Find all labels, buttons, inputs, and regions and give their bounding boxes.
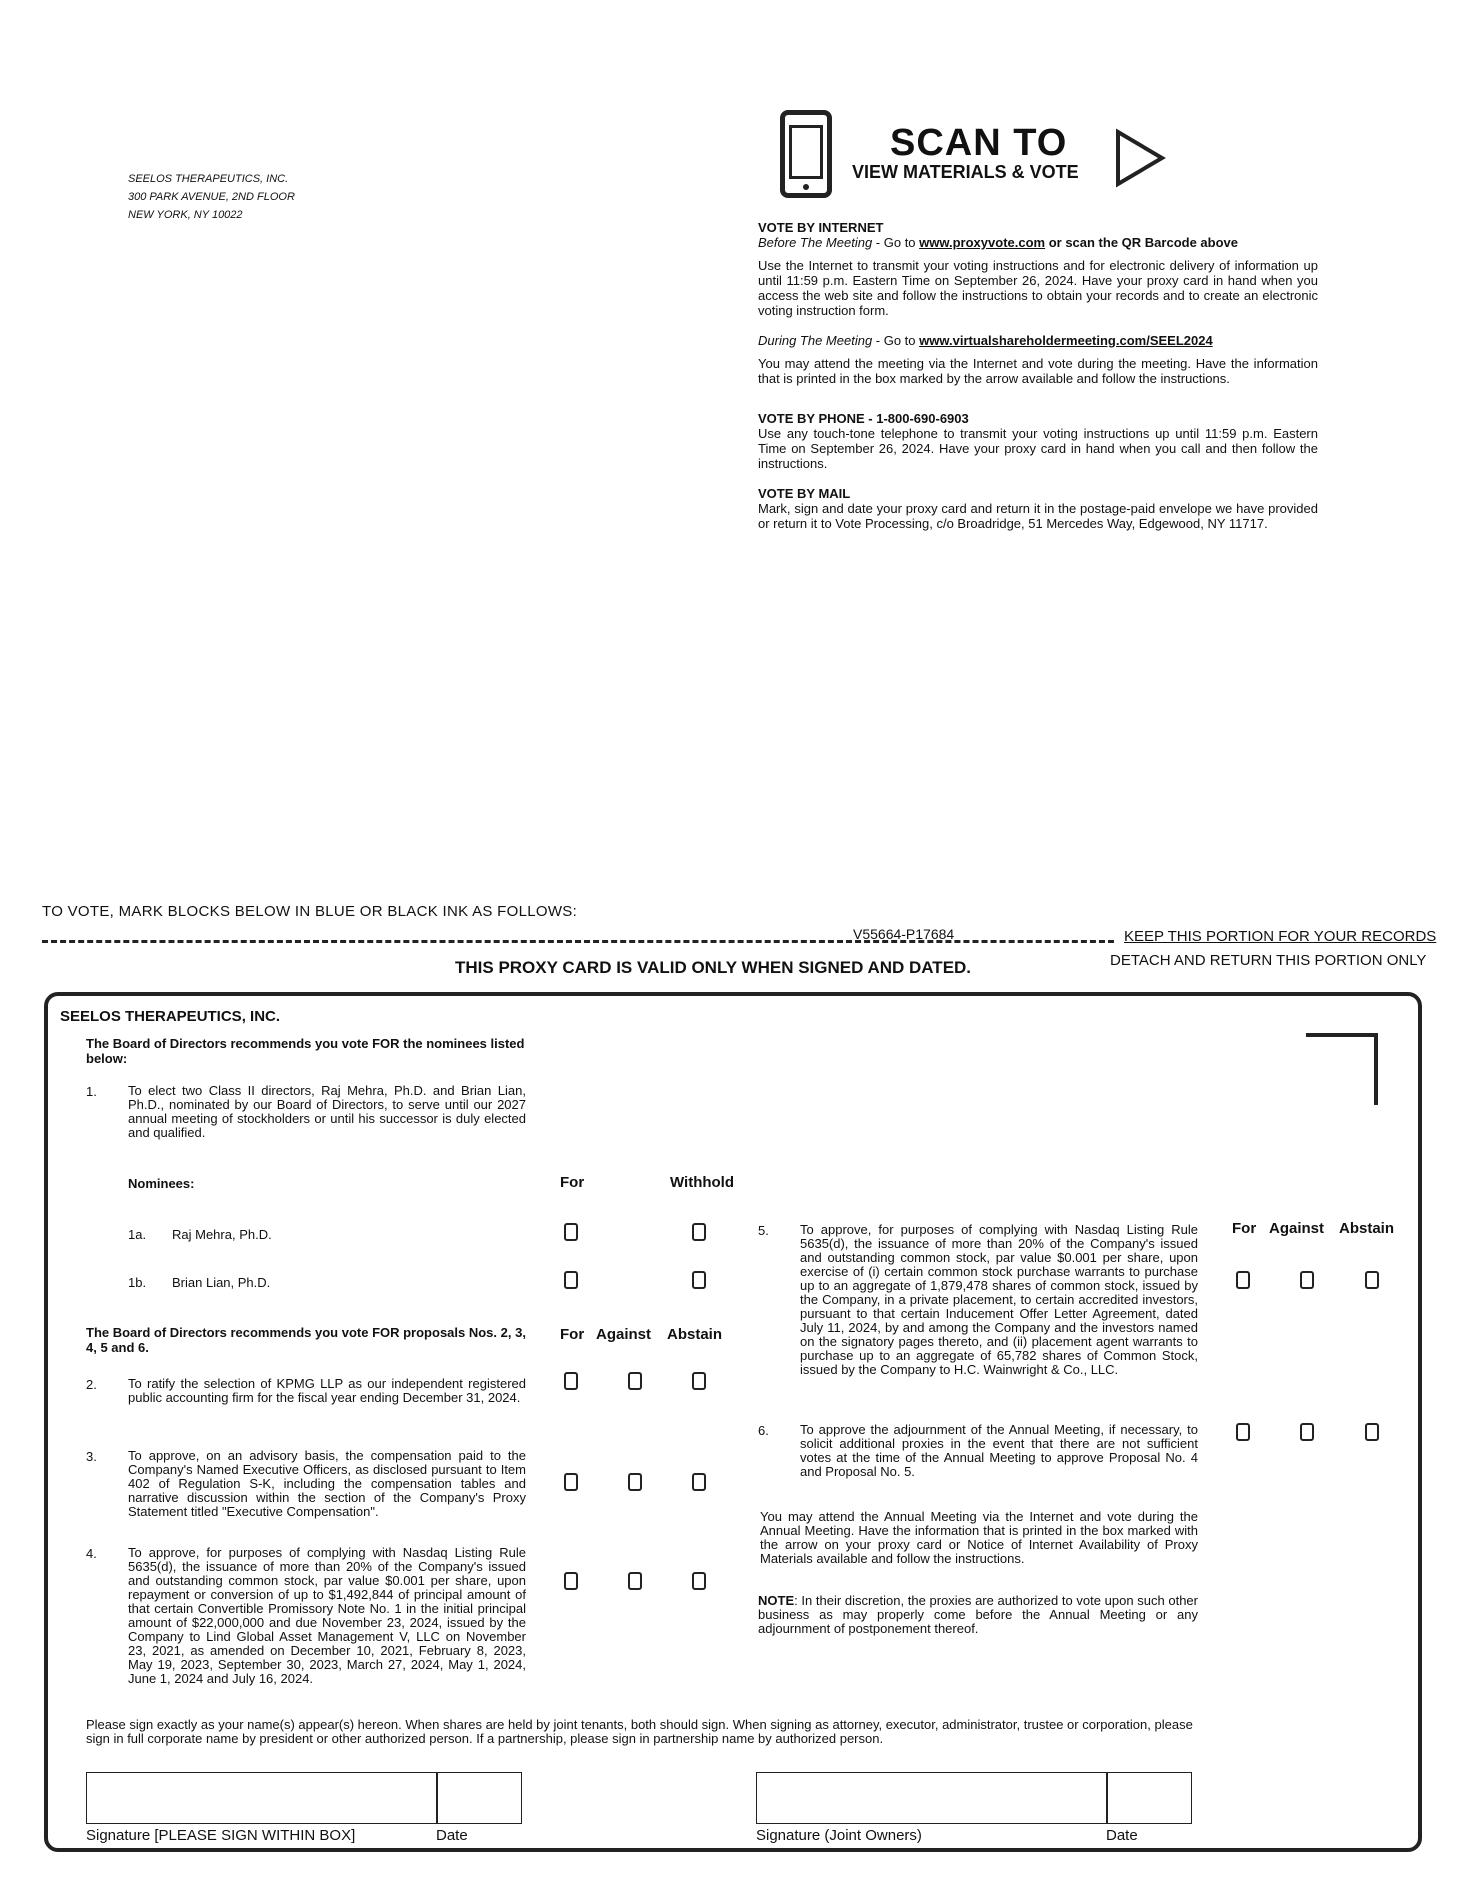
proposal-5-text: To approve, for purposes of complying with Nasdaq Listing Rule 5635(d), the issuance of more than 20% of the Company's issued and outstanding common stock, par value $0.001 per share, upon exercise of (i) certain common stock purchase warrants to purchase up to an aggregate of 1,879,478 shares of common stock, issued by the Company, in a private placement, to certain accredited investors, pursuant to that certain Inducement Offer Letter Agreement, dated July 11, 2024, by and among the Company and the investors named on the signatory pages thereto, and (ii) placement agent warrants to purchase up to an aggregate of 65,782 shares of Common Stock, issued by the Company to H.C. Wainwright & Co., LLC. — [800, 1222, 1198, 1377]
date-label-joint: Date — [1106, 1827, 1138, 1844]
note-text — [758, 1594, 1198, 1636]
keep-portion-text: KEEP THIS PORTION FOR YOUR RECORDS — [1124, 928, 1437, 945]
note-label: NOTE — [758, 1593, 795, 1608]
proposal-5-number: 5. — [758, 1223, 769, 1238]
checkbox-5-for[interactable] — [1236, 1271, 1250, 1289]
vote-internet-heading: VOTE BY INTERNET — [758, 220, 884, 235]
vote-phone-heading: VOTE BY PHONE - 1-800-690-6903 — [758, 411, 969, 426]
proposal-1-text: To elect two Class II directors, Raj Mehra, Ph.D. and Brian Lian, Ph.D., nominated by our Board of Directors, to serve until our 2027 annual meeting of stockholders or until his successor is duly elected and qualified. — [128, 1083, 526, 1140]
col-withhold-header: Withhold — [670, 1174, 735, 1191]
vote-mail-body: Mark, sign and date your proxy card and return it in the postage-paid envelope we have provided or return it to Vote Processing, c/o Broadridge, 51 Mercedes Way, Edgewood, NY 11717. — [758, 501, 1318, 531]
proposal-1-number: 1. — [86, 1084, 97, 1099]
checkbox-5-abstain[interactable] — [1365, 1271, 1379, 1289]
proposal-3-text: To approve, on an advisory basis, the compensation paid to the Company's Named Executive Officers, as disclosed pursuant to Item 402 of Regulation S-K, including the compensation tables and narrative discussion within the section of the Company's Proxy Statement titled "Executive Compensation". — [128, 1448, 526, 1519]
detach-line — [42, 940, 1114, 943]
vote-phone-body: Use any touch-tone telephone to transmit your voting instructions up until 11:59 p.m. Eastern Time on September 26, 2024. Have your proxy card in hand when you call and then follow the instructions. — [758, 426, 1318, 471]
before-meeting-tail: or scan the QR Barcode above — [1045, 235, 1238, 250]
col-against-header-3: Against — [1269, 1220, 1325, 1237]
board-recommendation-2: The Board of Directors recommends you vote FOR proposals Nos. 2, 3, 4, 5 and 6. — [86, 1325, 526, 1355]
vote-internet-section — [758, 220, 1318, 386]
proposal-2-text: To ratify the selection of KPMG LLP as our independent registered public accounting firm for the fiscal year ending December 31, 2024. — [128, 1376, 526, 1405]
checkbox-4-for[interactable] — [564, 1572, 578, 1590]
col-abstain-header-2: Abstain — [667, 1326, 723, 1343]
mark-instructions: TO VOTE, MARK BLOCKS BELOW IN BLUE OR BLACK INK AS FOLLOWS: — [42, 903, 578, 920]
control-number: V55664-P17684 — [853, 926, 955, 942]
signature-label-joint: Signature (Joint Owners) — [756, 1827, 922, 1844]
proposal-6-number: 6. — [758, 1423, 769, 1438]
col-for-header-2: For — [560, 1326, 585, 1343]
proposal-4-number: 4. — [86, 1546, 97, 1561]
checkbox-6-against[interactable] — [1300, 1423, 1314, 1441]
detach-portion-text: DETACH AND RETURN THIS PORTION ONLY — [1110, 952, 1427, 969]
checkbox-3-against[interactable] — [628, 1473, 642, 1491]
proposal-3-number: 3. — [86, 1449, 97, 1464]
checkbox-4-against[interactable] — [628, 1572, 642, 1590]
vote-mail-section — [758, 486, 1318, 531]
during-meeting-body: You may attend the meeting via the Internet and vote during the meeting. Have the information that is printed in the box marked by the arrow available and follow the instructions. — [758, 356, 1318, 386]
checkbox-1a-for[interactable] — [564, 1223, 578, 1241]
note-body: : In their discretion, the proxies are authorized to vote upon such other business as may properly come before the Annual Meeting or any adjournment of postponement thereof. — [758, 1593, 1198, 1636]
signature-box-primary[interactable] — [86, 1772, 438, 1824]
vote-phone-section — [758, 411, 1318, 471]
date-box-primary[interactable] — [436, 1772, 522, 1824]
card-company-name: SEELOS THERAPEUTICS, INC. — [60, 1008, 281, 1025]
col-against-header-2: Against — [596, 1326, 652, 1343]
checkbox-1b-for[interactable] — [564, 1271, 578, 1289]
col-for-header-3: For — [1232, 1220, 1257, 1237]
play-arrow-icon — [1114, 128, 1166, 188]
valid-notice: THIS PROXY CARD IS VALID ONLY WHEN SIGNED AND DATED. — [455, 958, 972, 977]
nominee-1a-name: Raj Mehra, Ph.D. — [172, 1227, 272, 1242]
scan-title: SCAN TO — [890, 122, 1068, 164]
corner-mark — [1306, 1033, 1378, 1105]
signature-label-primary: Signature [PLEASE SIGN WITHIN BOX] — [86, 1827, 356, 1844]
checkbox-1b-withhold[interactable] — [692, 1271, 706, 1289]
date-label-primary: Date — [436, 1827, 468, 1844]
nominees-label: Nominees: — [128, 1176, 195, 1191]
scan-subtitle: VIEW MATERIALS & VOTE — [852, 162, 1079, 182]
sender-address — [128, 170, 295, 224]
proposal-6-text: To approve the adjournment of the Annual Meeting, if necessary, to solicit additional proxies in the event that there are not sufficient votes at the time of the Annual Meeting to approve Proposal No. 4 and Proposal No. 5. — [800, 1422, 1198, 1479]
attend-meeting-text: You may attend the Annual Meeting via the Internet and vote during the Annual Meeting. Have the information that is printed in the box marked with the arrow on your proxy card or Notice of Internet Availability of Proxy Materials available and follow the instructions. — [760, 1509, 1198, 1566]
proposal-4-text: To approve, for purposes of complying with Nasdaq Listing Rule 5635(d), the issuance of more than 20% of the Company's issued and outstanding common stock, par value $0.001 per share, upon repayment or conversion of up to $1,492,844 of principal amount of that certain Convertible Promissory Note No. 1 in the initial principal amount of $22,000,000 and due November 23, 2024, issued by the Company to Lind Global Asset Management V, LLC on November 23, 2021, as amended on December 10, 2021, February 8, 2023, May 19, 2023, September 30, 2023, March 27, 2024, May 1, 2024, June 1, 2024 and July 16, 2024. — [128, 1545, 526, 1686]
sender-street: 300 PARK AVENUE, 2ND FLOOR — [128, 191, 295, 203]
col-for-header: For — [560, 1174, 585, 1191]
checkbox-1a-withhold[interactable] — [692, 1223, 706, 1241]
phone-icon — [780, 110, 832, 198]
nominee-1b-name: Brian Lian, Ph.D. — [172, 1275, 271, 1290]
proposal-2-number: 2. — [86, 1377, 97, 1392]
vote-internet-body: Use the Internet to transmit your voting instructions and for electronic delivery of information up until 11:59 p.m. Eastern Time on September 26, 2024. Have your proxy card in hand when you access the web site and follow the instructions to obtain your records and to create an electronic voting instruction form. — [758, 258, 1318, 318]
checkbox-2-abstain[interactable] — [692, 1372, 706, 1390]
checkbox-2-against[interactable] — [628, 1372, 642, 1390]
checkbox-6-abstain[interactable] — [1365, 1423, 1379, 1441]
checkbox-2-for[interactable] — [564, 1372, 578, 1390]
during-meeting-label: During The Meeting — [758, 333, 873, 348]
during-meeting-goto: - Go to — [872, 333, 920, 348]
proxyvote-link[interactable]: www.proxyvote.com — [919, 235, 1046, 250]
sender-city: NEW YORK, NY 10022 — [128, 209, 243, 221]
vote-mail-heading: VOTE BY MAIL — [758, 486, 851, 501]
before-meeting-goto: - Go to — [872, 235, 920, 250]
board-recommendation-1: The Board of Directors recommends you vote FOR the nominees listed below: — [86, 1036, 525, 1066]
virtual-meeting-link[interactable]: www.virtualshareholdermeeting.com/SEEL2024 — [919, 333, 1213, 348]
checkbox-4-abstain[interactable] — [692, 1572, 706, 1590]
date-box-joint[interactable] — [1106, 1772, 1192, 1824]
checkbox-3-for[interactable] — [564, 1473, 578, 1491]
sign-instructions: Please sign exactly as your name(s) appear(s) hereon. When shares are held by joint tenants, both should sign. When signing as attorney, executor, administrator, trustee or corporation, please sign in full corporate name by president or other authorized person. If a partnership, please sign in partnership name by authorized person. — [86, 1717, 1193, 1746]
nominee-1b-number: 1b. — [128, 1275, 147, 1290]
checkbox-3-abstain[interactable] — [692, 1473, 706, 1491]
nominee-1a-number: 1a. — [128, 1227, 147, 1242]
signature-box-joint[interactable] — [756, 1772, 1108, 1824]
checkbox-6-for[interactable] — [1236, 1423, 1250, 1441]
before-meeting-label: Before The Meeting — [758, 235, 873, 250]
checkbox-5-against[interactable] — [1300, 1271, 1314, 1289]
col-abstain-header-3: Abstain — [1339, 1220, 1395, 1237]
sender-name: SEELOS THERAPEUTICS, INC. — [128, 173, 289, 185]
